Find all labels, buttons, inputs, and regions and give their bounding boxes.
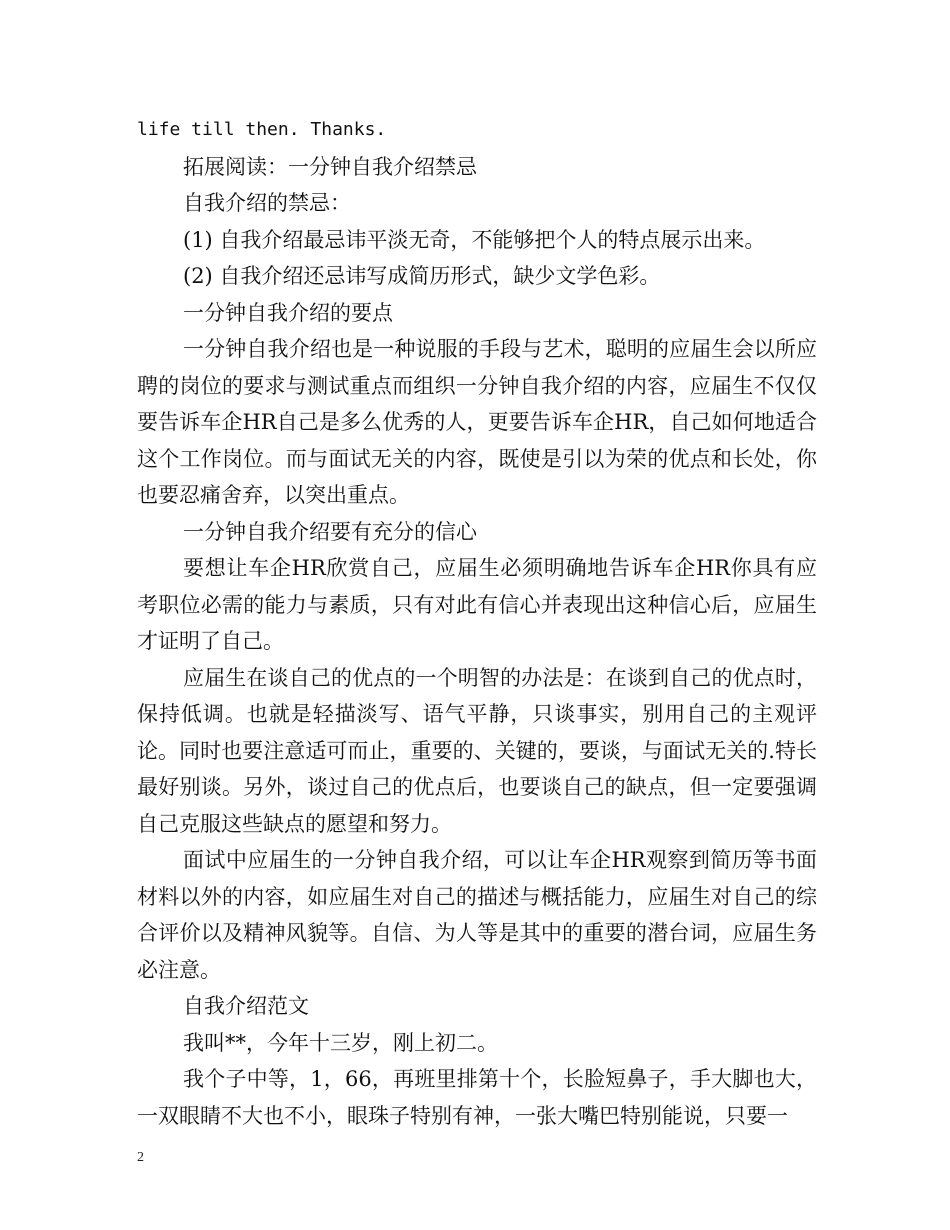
paragraph-confidence: 要想让车企HR欣赏自己，应届生必须明确地告诉车企HR你具有应考职位必需的能力与素质，只有对此有信心并表现出这种信心后，应届生才证明了自己。 bbox=[137, 556, 817, 653]
taboo-item-2: (2) 自我介绍还忌讳写成简历形式，缺少文学色彩。 bbox=[183, 264, 661, 288]
paragraph-strengths: 应届生在谈自己的优点的一个明智的办法是：在谈到自己的优点时，保持低调。也就是轻描淡写、语气平静，只谈事实，别用自己的主观评论。同时也要注意适可而止，重要的、关键的，要谈，与面试无关的.特长最好别谈。另外，谈过自己的优点后，也要谈自己的缺点，但一定要强调自己克服这些缺点的愿望和努力。 bbox=[137, 665, 817, 836]
paragraph-interview: 面试中应届生的一分钟自我介绍，可以让车企HR观察到简历等书面材料以外的内容，如应届生对自己的描述与概括能力，应届生对自己的综合评价以及精神风貌等。自信、为人等是其中的重要的潜台词，应届生务必注意。 bbox=[137, 848, 817, 982]
heading-taboos: 自我介绍的禁忌： bbox=[183, 191, 351, 215]
heading-extended-reading: 拓展阅读：一分钟自我介绍禁忌 bbox=[183, 154, 477, 179]
paragraph-sample-description: 我个子中等，1，66，再班里排第十个，长脸短鼻子，手大脚也大，一双眼睛不大也不小，眼珠子特别有神，一张大嘴巴特别能说，只要一 bbox=[137, 1067, 817, 1128]
paragraph-sample-intro: 我叫**，今年十三岁，刚上初二。 bbox=[183, 1030, 498, 1055]
document-body bbox=[137, 112, 817, 1134]
page-number: 2 bbox=[137, 1150, 144, 1165]
heading-confidence: 一分钟自我介绍要有充分的信心 bbox=[183, 519, 477, 544]
taboo-item-1: (1) 自我介绍最忌讳平淡无奇，不能够把个人的特点展示出来。 bbox=[183, 227, 766, 252]
heading-sample: 自我介绍范文 bbox=[183, 994, 309, 1018]
heading-key-points: 一分钟自我介绍的要点 bbox=[183, 300, 393, 325]
paragraph-key-points: 一分钟自我介绍也是一种说服的手段与艺术，聪明的应届生会以所应聘的岗位的要求与测试重点而组织一分钟自我介绍的内容，应届生不仅仅要告诉车企HR自己是多么优秀的人，更要告诉车企HR，自己如何地适合这个工作岗位。而与面试无关的内容，既使是引以为荣的优点和长处，你也要忍痛舍弃，以突出重点。 bbox=[137, 337, 817, 507]
paragraph-continuation: life till then. Thanks. bbox=[137, 119, 387, 140]
